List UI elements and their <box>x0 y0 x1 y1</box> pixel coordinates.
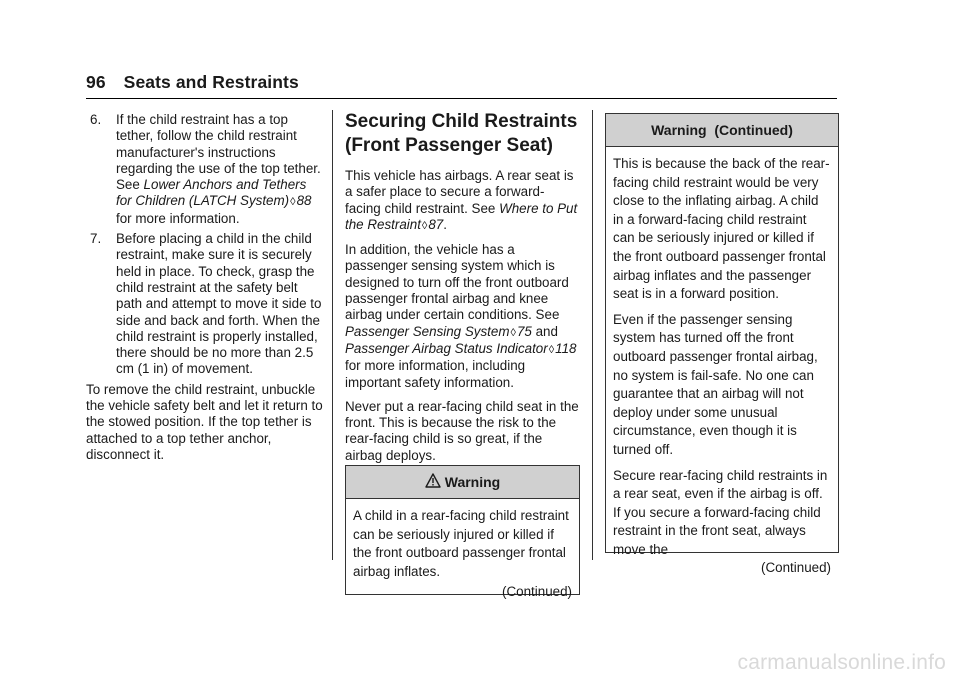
passenger-sensing-link[interactable]: Passenger Sensing System <box>345 323 510 339</box>
warning-continued-body <box>606 147 838 584</box>
p1-text-before: This vehicle has airbags. A rear seat is a safer place to secure a forward-facing child restraint. See <box>345 168 574 216</box>
airbag-paragraph <box>345 168 579 234</box>
warning-continued-box <box>605 113 839 576</box>
sensing-paragraph <box>345 242 579 391</box>
page-header <box>86 72 299 93</box>
warning-text: A child in a rear-facing child restraint can be seriously injured or killed if the front outboard passenger frontal airbag inflates. <box>353 508 569 579</box>
warning-body <box>346 499 579 608</box>
where-to-put-link[interactable]: Where to Put the Restraint <box>345 200 578 232</box>
page-ref-symbol: ◊ <box>290 196 296 209</box>
page-ref-symbol: ◊ <box>548 343 555 356</box>
watermark: carmanualsonline.info <box>737 651 946 674</box>
left-column <box>86 112 324 463</box>
continued-label: (Continued) <box>761 560 831 576</box>
item7-text: Before placing a child in the child restraint, make sure it is securely held in place. To check, grasp the child restraint at the safety belt path and attempt to move it side to side and back and forth. When the child restraint is properly installed, there should be no more than 2.5 cm (1 in) of movement. <box>116 231 322 377</box>
warning-triangle-icon <box>425 467 441 499</box>
list-item-7 <box>86 231 324 378</box>
warning-title: Warning <box>444 474 501 490</box>
section-title: Seats and Restraints <box>123 72 299 92</box>
warning-p3: Secure rear-facing child restraints in a rear seat, even if the airbag is off. If you secure a forward-facing child restraint in the front seat, always move the <box>613 467 828 557</box>
p2-text-mid: and <box>531 323 558 339</box>
continued-label: (Continued) <box>502 584 572 600</box>
rear-facing-paragraph: Never put a rear-facing child seat in the front. This is because the risk to the rear-facing child is so great, if the airbag deploys. <box>345 398 579 463</box>
page-ref-symbol: ◊ <box>421 219 428 232</box>
warning-box <box>345 465 580 600</box>
warning-p2: Even if the passenger sensing system has turned off the front outboard passenger frontal airbag, no system is fail-safe. No one can guarantee that an airbag will not deploy under some unusual circumstance, even though it is turned off. <box>613 311 818 457</box>
list-item-6 <box>86 112 324 227</box>
latch-link[interactable]: Lower Anchors and Tethers for Children (LATCH System) <box>116 177 307 209</box>
list-item-number: 7. <box>90 231 102 247</box>
column-divider <box>332 110 333 560</box>
warning-p1: This is because the back of the rear-facing child restraint would be very close to the inflating airbag. A child in a forward-facing child restraint can be seriously injured or killed if the front outboard passenger frontal airbag inflates and the passenger seat is in a forward position. <box>613 156 830 302</box>
item6-text-before: If the child restraint has a top tether, follow the child restraint manufacturer's instructions regarding the use of the top tether. See <box>116 112 321 193</box>
warning-continued-header: Warning (Continued) <box>606 114 838 147</box>
airbag-status-link[interactable]: Passenger Airbag Status Indicator <box>345 340 548 356</box>
page-ref-87[interactable]: 87 <box>428 216 444 232</box>
p2-text-after: for more information, including important safety information. <box>345 358 526 390</box>
p1-text-after: . <box>443 216 447 232</box>
page-number: 96 <box>86 72 106 92</box>
column-divider <box>592 110 593 560</box>
p2-text-before: In addition, the vehicle has a passenger sensing system which is designed to turn off the front outboard passenger frontal airbag and knee airbag under certain conditions. See <box>345 242 569 323</box>
item6-text-after: for more information. <box>116 210 240 226</box>
page-ref-118[interactable]: 118 <box>555 340 577 356</box>
section-heading: Securing Child Restraints (Front Passenger Seat) <box>345 111 578 156</box>
middle-column <box>345 110 579 472</box>
list-item-number: 6. <box>90 112 102 127</box>
page-ref-88[interactable]: 88 <box>296 193 312 209</box>
page-ref-75[interactable]: 75 <box>516 323 532 339</box>
header-divider <box>86 98 837 99</box>
page-ref-symbol: ◊ <box>510 326 516 339</box>
remove-restraint-paragraph: To remove the child restraint, unbuckle the vehicle safety belt and let it return to the stowed position. If the top tether is attached to a top tether anchor, disconnect it. <box>86 381 323 462</box>
warning-header <box>346 466 579 499</box>
